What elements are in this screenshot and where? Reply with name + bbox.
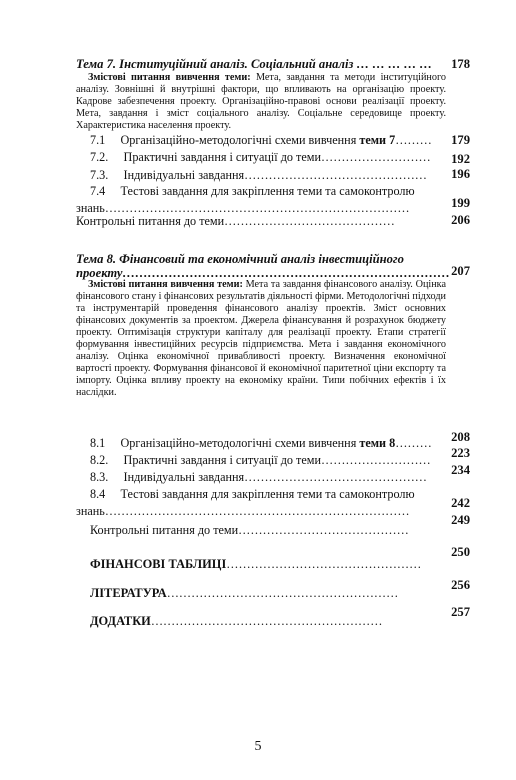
item-number: 7.4	[90, 184, 106, 198]
toc-item-7-4[interactable]	[90, 184, 415, 199]
topic8-content-text: Мета та завдання фінансового аналізу. Оцінка фінансового стану і фінансових результатів діяльності фірми. Методологічні підходи та інструментарій проведення фінансового аналізу проектів. Зміст основних фінансових документів за проектом. Джерела фінансування й розрахунок бюджету проекту. Оптимізація структури капіталу для реалізації проекту. Етапи стратегії формування інвестиційних ресурсів підприємства. Мета і завдання економічного аналізу. Оцінка економічної привабливості проекту. Визначення економічної вартості проекту. Формування фінансової й економічної паритетної ціни експорту та імпорту. Оцінка впливу проекту на економіку країни. Типи побічних ефектів і їх наслідки.	[76, 279, 447, 398]
section-appendices[interactable]	[90, 612, 382, 630]
topic8-control-questions[interactable]: Контрольні питання до теми……………………………………	[90, 523, 409, 537]
toc-item-7-2[interactable]	[90, 150, 431, 165]
section-label: ЛІТЕРАТУРА	[90, 586, 167, 600]
toc-item-8-2[interactable]	[90, 453, 431, 468]
item-text: Індивідуальні завдання………………………………………	[123, 470, 427, 484]
topic8-control-page: 249	[451, 513, 470, 527]
item-number: 8.3.	[90, 470, 109, 484]
section-financial-tables[interactable]	[90, 555, 421, 573]
topic7-control-questions[interactable]: Контрольні питання до теми……………………………………	[76, 214, 395, 228]
section-literature[interactable]	[90, 584, 398, 602]
section-appendices-page: 257	[451, 605, 470, 619]
item-text: Індивідуальні завдання………………………………………	[123, 168, 427, 182]
item-number: 7.3.	[90, 168, 109, 182]
toc-item-7-1[interactable]	[90, 133, 432, 148]
item-text: Організаційно-методологічні схеми вивчення	[120, 436, 360, 450]
toc-item-7-1-page: 179	[451, 133, 470, 147]
item-number: 7.1	[90, 133, 106, 147]
topic8-content	[76, 279, 446, 399]
section-financial-tables-page: 250	[451, 545, 470, 559]
section-dots: …………………………………………………	[166, 586, 399, 600]
item-text: Тестові завдання для закріплення теми та самоконтролю	[120, 184, 415, 198]
item-text: Тестові завдання для закріплення теми та самоконтролю	[120, 487, 415, 501]
topic7-control-page: 206	[451, 213, 470, 227]
topic8-title-line2: проекту……………………………………………………………………	[76, 266, 450, 280]
item-text: Організаційно-методологічні схеми вивчення	[120, 133, 360, 147]
toc-item-8-1-page: 208	[451, 430, 470, 444]
topic7-content-label: Змістові питання вивчення теми:	[88, 72, 251, 83]
item-number: 8.1	[90, 436, 106, 450]
topic7-page-number: 178	[451, 57, 470, 71]
toc-item-7-3-page: 196	[451, 167, 470, 181]
toc-item-7-2-page: 192	[451, 152, 470, 166]
topic7-content-text: Мета, завдання та методи інституційного аналізу. Зовнішні й внутрішні фактори, що впливають на організацію проекту. Кадрове забезпечення проекту. Організаційно-правові основи реалізації проекту. Мета, завдання і зміст соціального аналізу. Соціальне середовище проекту. Характеристика населення проекту.	[76, 72, 446, 131]
toc-item-7-3[interactable]	[90, 168, 427, 183]
section-label: ДОДАТКИ	[90, 614, 151, 628]
item-dots: ………	[395, 133, 432, 147]
item-dots: ………	[395, 436, 432, 450]
toc-item-8-3-page: 234	[451, 463, 470, 477]
section-dots: …………………………………………………	[150, 614, 383, 628]
page-number: 5	[254, 739, 262, 754]
item-number: 7.2.	[90, 150, 109, 164]
toc-item-7-4-cont: знань…………………………………………………………………	[76, 201, 410, 215]
item-text: Практичні завдання і ситуації до теми………………………	[123, 150, 431, 164]
toc-item-8-4[interactable]	[90, 487, 415, 502]
item-number: 8.2.	[90, 453, 109, 467]
section-dots: …………………………………………	[226, 557, 422, 571]
topic8-content-label: Змістові питання вивчення теми:	[88, 279, 243, 290]
item-number: 8.4	[90, 487, 106, 501]
item-text: Практичні завдання і ситуації до теми………………………	[123, 453, 431, 467]
toc-item-7-4-page: 199	[451, 196, 470, 210]
toc-item-8-2-page: 223	[451, 446, 470, 460]
item-bold: теми 8	[359, 436, 396, 450]
topic8-page-number: 207	[451, 264, 470, 278]
toc-item-8-4-page: 242	[451, 496, 470, 510]
toc-item-8-1[interactable]	[90, 436, 432, 451]
section-label: ФІНАНСОВІ ТАБЛИЦІ	[90, 557, 227, 571]
toc-item-8-4-cont: знань…………………………………………………………………	[76, 504, 410, 518]
section-literature-page: 256	[451, 578, 470, 592]
topic7-content	[76, 72, 446, 132]
topic7-title: Тема 7. Інституційний аналіз. Соціальний аналіз … … … … …	[76, 57, 433, 71]
item-bold: теми 7	[359, 133, 396, 147]
toc-item-8-3[interactable]	[90, 470, 427, 485]
topic8-title-line1: Тема 8. Фінансовий та економічний аналіз інвестиційного	[76, 252, 404, 266]
